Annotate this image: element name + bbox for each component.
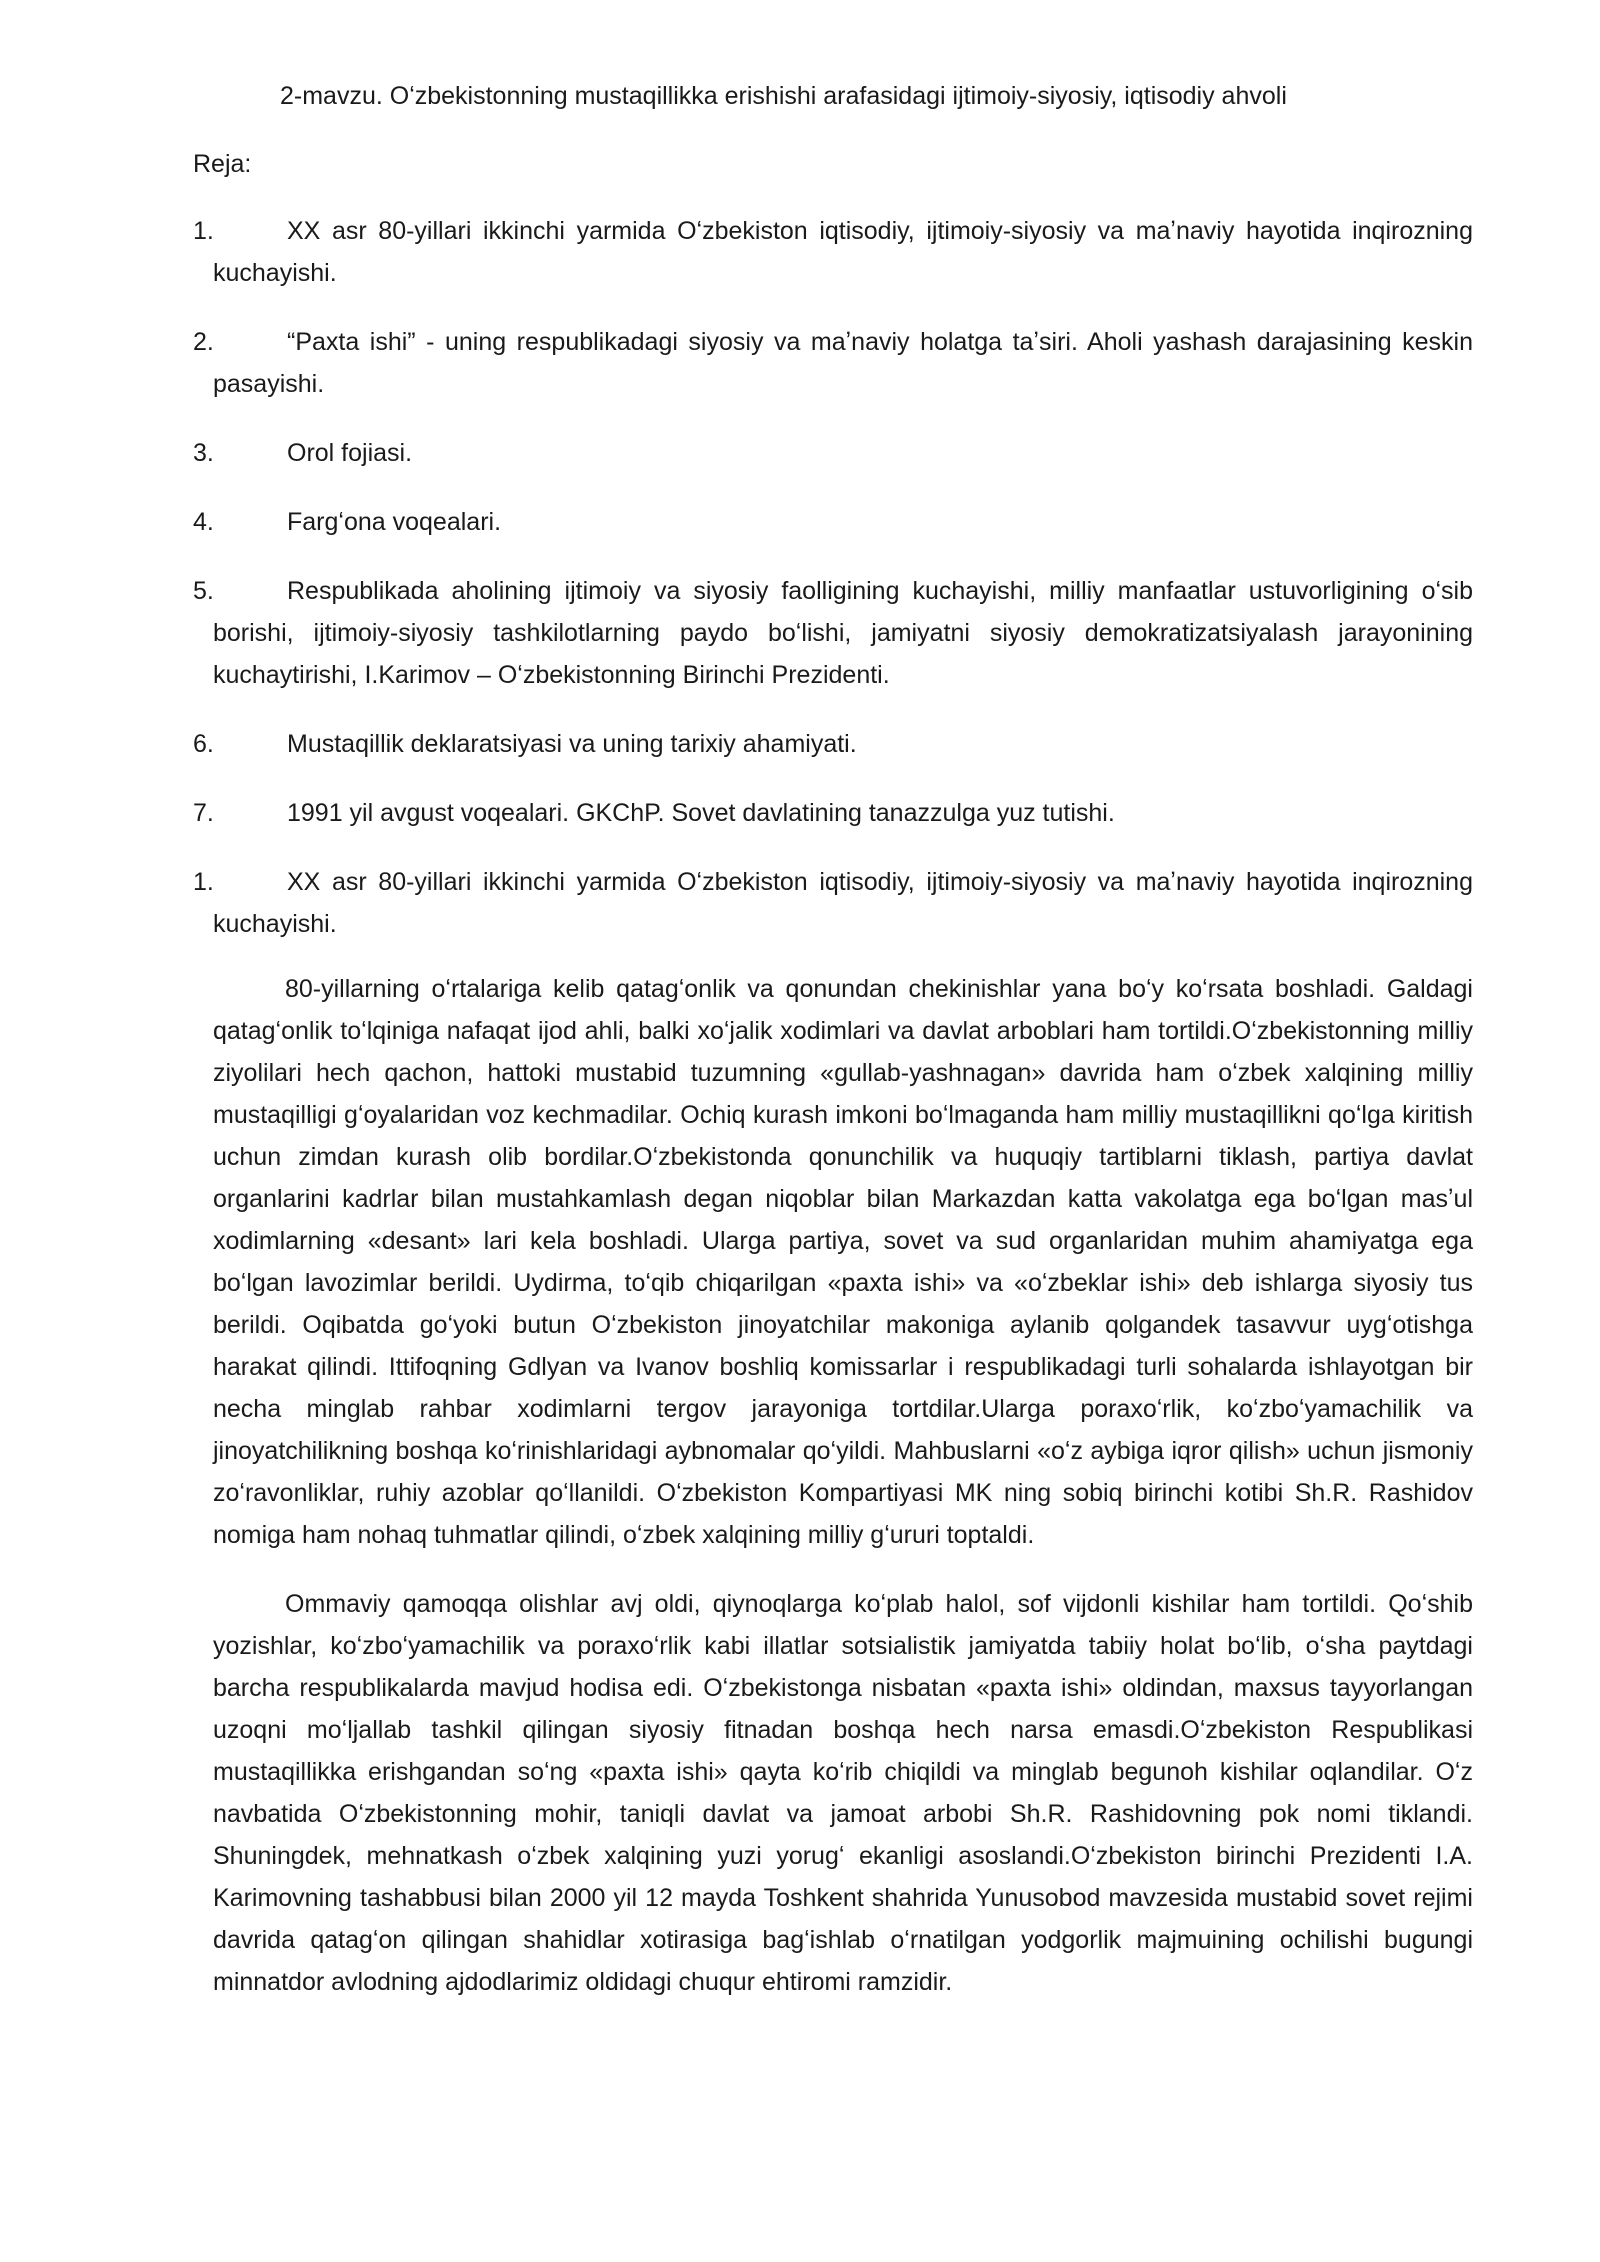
plan-item <box>193 321 1473 405</box>
body-text <box>213 968 1473 2003</box>
document-title: 2-mavzu. Oʻzbekistonning mustaqillikka erishishi arafasidagi ijtimoiy-siyosiy, iqtisodiy ahvoli <box>280 82 1287 110</box>
plan-item <box>193 570 1473 696</box>
plan-item <box>193 210 1473 294</box>
body-paragraph: 80-yillarning oʻrtalariga kelib qatagʻonlik va qonundan chekinishlar yana boʻy koʻrsata boshladi. Galdagi qatagʻonlik toʻlqiniga nafaqat ijod ahli, balki xoʻjalik xodimlari va davlat arboblari ham tortildi.Oʻzbekistonning milliy ziyolilari hech qachon, hattoki mustabid tuzumning «gullab-yashnagan» davrida ham oʻzbek xalqining milliy mustaqilligi gʻoyalaridan voz kechmadilar. Ochiq kurash imkoni boʻlmaganda ham milliy mustaqillikni qoʻlga kiritish uchun zimdan kurash olib bordilar.Oʻzbekistonda qonunchilik va huquqiy tartiblarni tiklash, partiya davlat organlarini kadrlar bilan mustahkamlash degan niqoblar bilan Markazdan katta vakolatga ega boʻlgan masʼul xodimlarning «desant» lari kela boshladi. Ularga partiya, sovet va sud organlaridan muhim ahamiyatga ega boʻlgan lavozimlar berildi. Uydirma, toʻqib chiqarilgan «paxta ishi» va «oʻzbeklar ishi» deb ishlarga siyosiy tus berildi. Oqibatda goʻyoki butun Oʻzbekiston jinoyatchilar makoniga aylanib qolgandek tasavvur uygʻotishga harakat qilindi. Ittifoqning Gdlyan va Ivanov boshliq komissarlar i respublikadagi turli sohalarda ishlayotgan bir necha minglab rahbar xodimlarni tergov jarayoniga tortdilar.Ularga poraxoʻrlik, koʻzboʻyamachilik va jinoyatchilikning boshqa koʻrinishlaridagi aybnomalar qoʻyildi. Mahbuslarni «oʻz aybiga iqror qilish» uchun jismoniy zoʻravonliklar, ruhiy azoblar qoʻllanildi. Oʻzbekiston Kompartiyasi MK ning sobiq birinchi kotibi Sh.R. Rashidov nomiga ham nohaq tuhmatlar qilindi, oʻzbek xalqining milliy gʻururi toptaldi. <box>213 975 1473 1549</box>
plan-item-text: 1991 yil avgust voqealari. GKChP. Sovet davlatining tanazzulga yuz tutishi. <box>287 799 1115 827</box>
plan-heading: Reja: <box>193 150 252 178</box>
plan-item-number: 7. <box>193 799 214 827</box>
plan-item-text: Respublikada aholining ijtimoiy va siyosiy faolligining kuchayishi, milliy manfaatlar ustuvorligining oʻsib borishi, ijtimoiy-siyosiy tashkilotlarning paydo boʻlishi, jamiyatni siyosiy demokratizatsiyalash jarayonining kuchaytirishi, I.Karimov – Oʻzbekistonning Birinchi Prezidenti. <box>213 577 1473 689</box>
plan-item-text: Orol fojiasi. <box>287 439 413 467</box>
plan-list <box>193 210 1473 945</box>
plan-item <box>193 432 1473 474</box>
plan-item-number: 3. <box>193 439 214 467</box>
plan-item <box>193 723 1473 765</box>
plan-item-number: 5. <box>193 577 214 605</box>
plan-item-text: Fargʻona voqealari. <box>287 508 502 536</box>
plan-item-text: XX asr 80-yillari ikkinchi yarmida Oʻzbekiston iqtisodiy, ijtimoiy-siyosiy va maʼnaviy hayotida inqirozning kuchayishi. <box>213 217 1473 287</box>
section-heading-text: XX asr 80-yillari ikkinchi yarmida Oʻzbekiston iqtisodiy, ijtimoiy-siyosiy va maʼnaviy hayotida inqirozning kuchayishi. <box>213 868 1473 938</box>
plan-item <box>193 501 1473 543</box>
body-paragraph: Ommaviy qamoqqa olishlar avj oldi, qiynoqlarga koʻplab halol, sof vijdonli kishilar ham tortildi. Qoʻshib yozishlar, koʻzboʻyamachilik va poraxoʻrlik kabi illatlar sotsialistik jamiyatda tabiiy holat boʻlib, oʻsha paytdagi barcha respublikalarda mavjud hodisa edi. Oʻzbekistonga nisbatan «paxta ishi» oldindan, maxsus tayyorlangan uzoqni moʻljallab tashkil qilingan siyosiy fitnadan boshqa hech narsa emasdi.Oʻzbekiston Respublikasi mustaqillikka erishgandan soʻng «paxta ishi» qayta koʻrib chiqildi va minglab begunoh kishilar oqlandilar. Oʻz navbatida Oʻzbekistonning mohir, taniqli davlat va jamoat arbobi Sh.R. Rashidovning pok nomi tiklandi. Shuningdek, mehnatkash oʻzbek xalqining yuzi yorugʻ ekanligi asoslandi.Oʻzbekiston birinchi Prezidenti I.A. Karimovning tashabbusi bilan 2000 yil 12 mayda Toshkent shahrida Yunusobod mavzesida mustabid sovet rejimi davrida qatagʻon qilingan shahidlar xotirasiga bagʻishlab oʻrnatilgan yodgorlik majmuining ochilishi bugungi minnatdor avlodning ajdodlarimiz oldidagi chuqur ehtiromi ramzidir. <box>213 1590 1473 1996</box>
plan-item-text: “Paxta ishi” - uning respublikadagi siyosiy va maʼnaviy holatga taʼsiri. Aholi yashash darajasining keskin pasayishi. <box>213 328 1473 398</box>
section-heading <box>193 861 1473 945</box>
plan-item-text: Mustaqillik deklaratsiyasi va uning tarixiy ahamiyati. <box>287 730 857 758</box>
plan-item-number: 4. <box>193 508 214 536</box>
section-heading-number: 1. <box>193 868 214 896</box>
plan-item-number: 2. <box>193 328 214 356</box>
plan-item <box>193 792 1473 834</box>
plan-item-number: 1. <box>193 217 214 245</box>
plan-item-number: 6. <box>193 730 214 758</box>
